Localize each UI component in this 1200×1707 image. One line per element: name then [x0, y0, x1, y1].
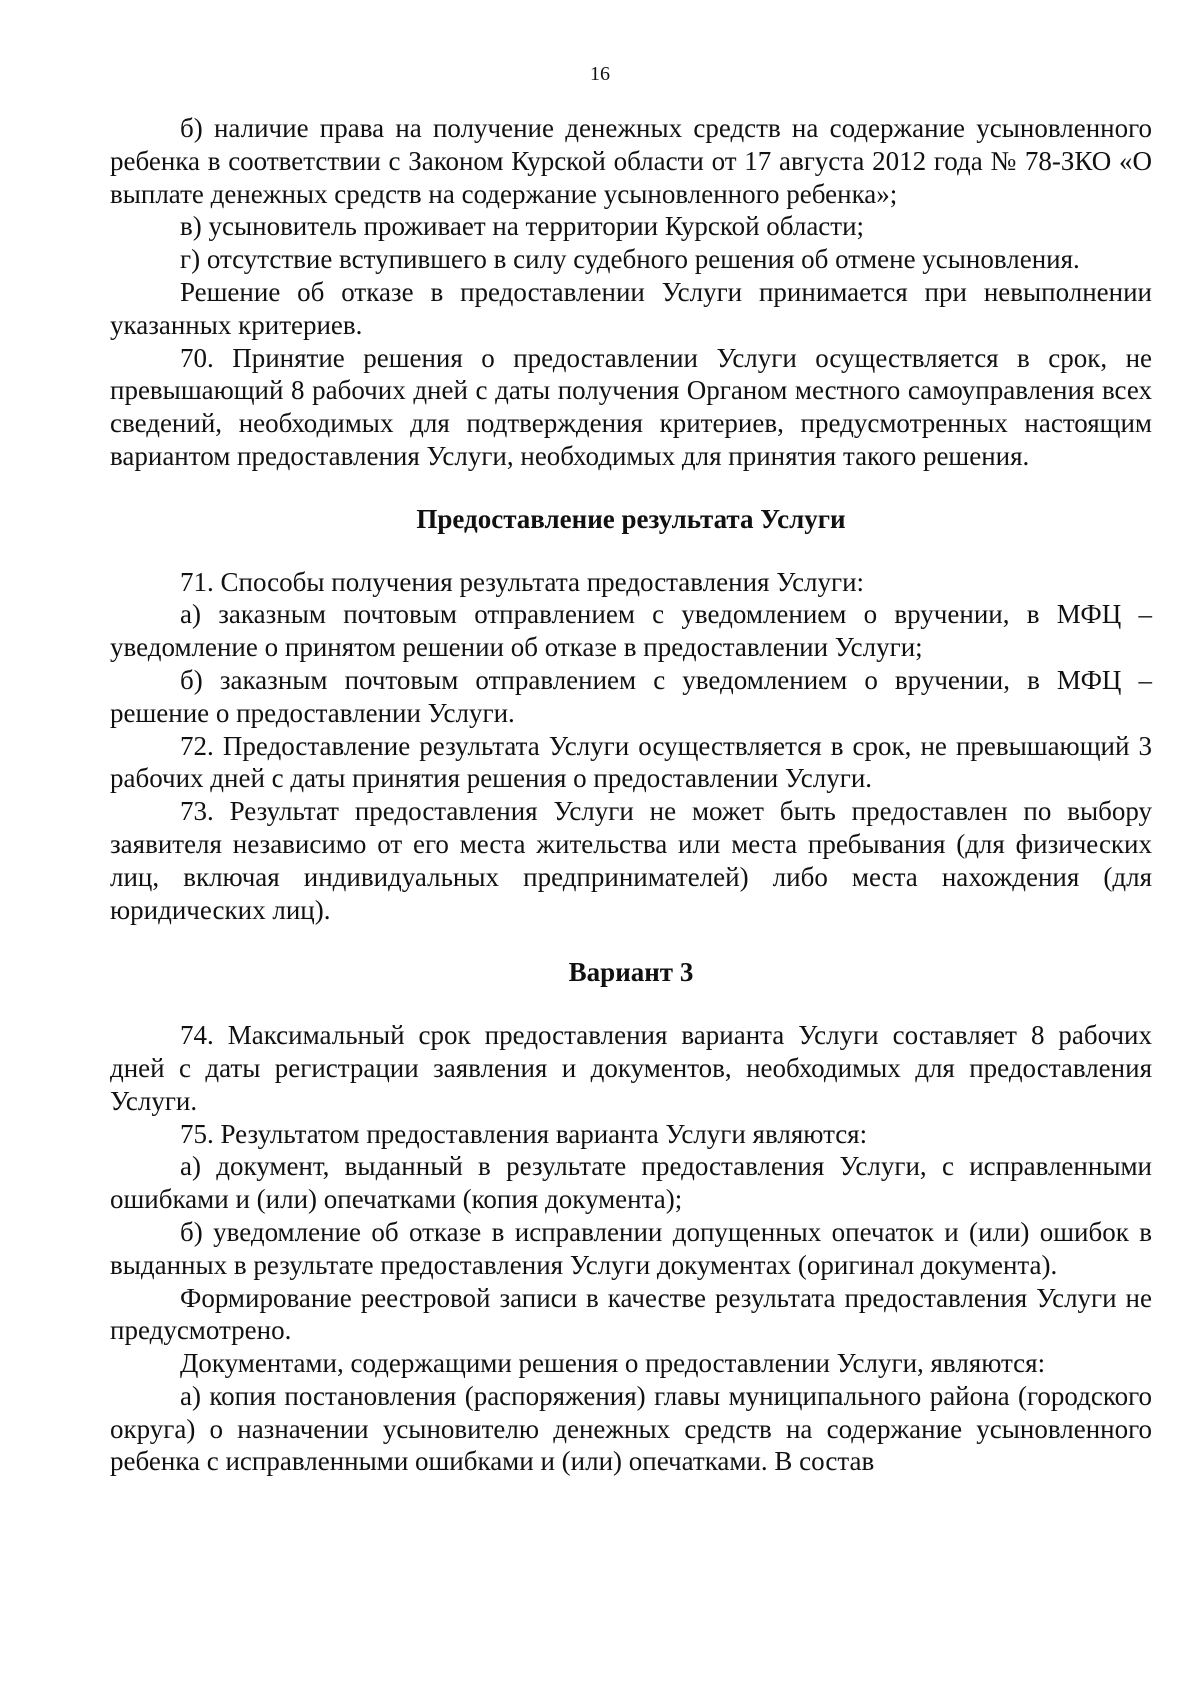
- document-body: [110, 112, 1152, 1478]
- paragraph-criterion-v: в) усыновитель проживает на территории Курской области;: [180, 211, 865, 242]
- paragraph-registry-record: Формирование реестровой записи в качестве результата предоставления Услуги не предусмотрено.: [110, 1282, 1152, 1346]
- paragraph-criterion-g: г) отсутствие вступившего в силу судебного решения об отмене усыновления.: [180, 244, 1080, 275]
- paragraph-75-b: б) уведомление об отказе в исправлении допущенных опечаток и (или) ошибок в выданных в результате предоставления Услуги документах (оригинал документа).: [110, 1216, 1152, 1280]
- paragraph-70: 70. Принятие решения о предоставлении Услуги осуществляется в срок, не превышающий 8 рабочих дней с даты получения Органом местного самоуправления всех сведений, необходимых для подтверждения критериев, предусмотренных настоящим вариантом предоставления Услуги, необходимых для принятия такого решения.: [110, 342, 1152, 471]
- paragraph-refusal-decision: Решение об отказе в предоставлении Услуги принимается при невыполнении указанных критериев.: [110, 276, 1152, 340]
- section-heading-variant-3: Вариант 3: [568, 957, 694, 988]
- paragraph-decision-documents: Документами, содержащими решения о предоставлении Услуги, являются:: [180, 1348, 1046, 1379]
- paragraph-72: 72. Предоставление результата Услуги осуществляется в срок, не превышающий 3 рабочих дней с даты принятия решения о предоставлении Услуги.: [110, 730, 1152, 794]
- paragraph-71: 71. Способы получения результата предоставления Услуги:: [180, 566, 865, 597]
- paragraph-decision-documents-a: а) копия постановления (распоряжения) главы муниципального района (городского округа) о назначении усыновителю денежных средств на содержание усыновленного ребенка с исправленными ошибками и (или) опечатками. В состав: [110, 1380, 1152, 1477]
- section-heading-result: Предоставление результата Услуги: [416, 503, 846, 534]
- paragraph-71-b: б) заказным почтовым отправлением с уведомлением о вручении, в МФЦ – решение о предоставлении Услуги.: [110, 664, 1152, 728]
- paragraph-73: 73. Результат предоставления Услуги не может быть предоставлен по выбору заявителя независимо от его места жительства или места пребывания (для физических лиц, включая индивидуальных предпринимателей) либо места нахождения (для юридических лиц).: [110, 796, 1152, 925]
- page-number: 16: [590, 63, 610, 85]
- paragraph-71-a: а) заказным почтовым отправлением с уведомлением о вручении, в МФЦ – уведомление о принятом решении об отказе в предоставлении Услуги;: [110, 599, 1152, 663]
- paragraph-75: 75. Результатом предоставления варианта Услуги являются:: [180, 1118, 868, 1149]
- paragraph-75-a: а) документ, выданный в результате предоставления Услуги, с исправленными ошибками и (или) опечатками (копия документа);: [110, 1151, 1152, 1215]
- paragraph-74: 74. Максимальный срок предоставления варианта Услуги составляет 8 рабочих дней с даты регистрации заявления и документов, необходимых для предоставления Услуги.: [110, 1020, 1152, 1116]
- paragraph-criterion-b: б) наличие права на получение денежных средств на содержание усыновленного ребенка в соответствии с Законом Курской области от 17 августа 2012 года № 78-ЗКО «О выплате денежных средств на содержание усыновленного ребенка»;: [110, 113, 1152, 209]
